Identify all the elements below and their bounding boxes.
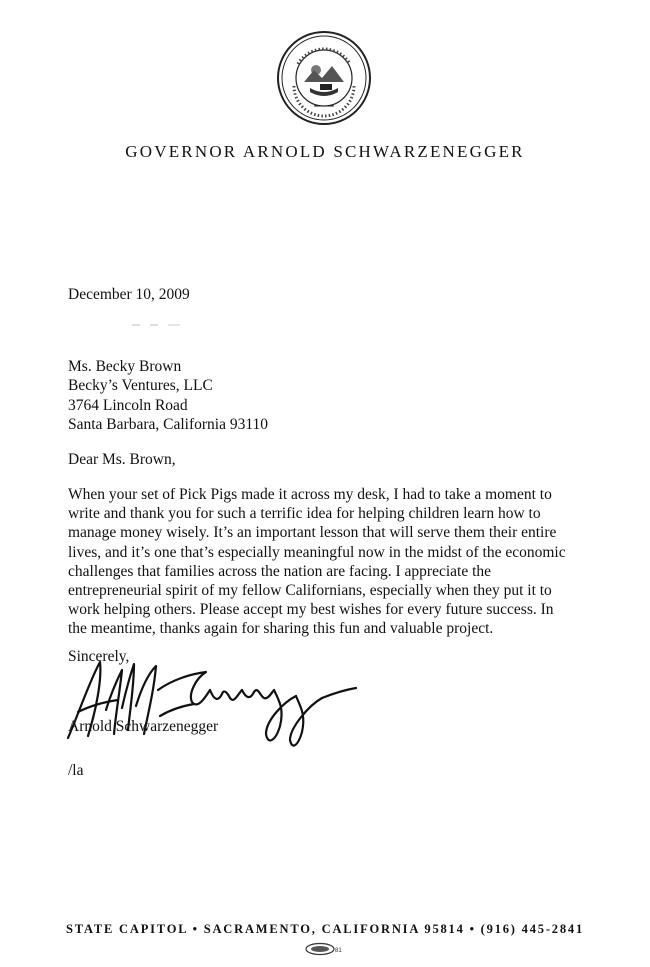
body-line: write and thank you for such a terrific idea for helping children learn how to	[68, 505, 541, 523]
union-bug-icon	[302, 942, 346, 956]
recipient-city: Santa Barbara, California 93110	[68, 416, 269, 434]
recipient-name: Ms. Becky Brown	[68, 358, 182, 375]
signer-name: Arnold Schwarzenegger	[68, 718, 219, 735]
letter-date: December 10, 2009	[68, 286, 190, 303]
letterhead-title: GOVERNOR ARNOLD SCHWARZENEGGER	[125, 142, 525, 161]
recipient-address	[68, 357, 268, 435]
letter-body	[68, 485, 588, 639]
scan-mark	[132, 324, 182, 326]
body-line: the meantime, thanks again for sharing this fun and valuable project.	[68, 620, 494, 638]
svg-text:81: 81	[335, 948, 342, 954]
body-line: When your set of Pick Pigs made it across my desk, I had to take a moment to	[68, 486, 552, 503]
body-line: lives, and it’s one that’s especially meaningful now in the midst of the economic	[68, 543, 566, 561]
body-line: manage money wisely. It’s an important lesson that will serve them their entire	[68, 524, 557, 542]
body-line: work helping others. Please accept my best wishes for every future success. In	[68, 601, 554, 619]
state-seal-icon	[276, 30, 372, 126]
handwritten-signature	[60, 650, 360, 760]
body-line: entrepreneurial spirit of my fellow Californians, especially when they put it to	[68, 582, 552, 600]
salutation: Dear Ms. Brown,	[68, 451, 176, 468]
footer-address: STATE CAPITOL • SACRAMENTO, CALIFORNIA 95814 • (916) 445-2841	[65, 922, 584, 936]
closing: Sincerely,	[68, 648, 130, 665]
body-line: challenges that families across the nation are facing. I appreciate the	[68, 562, 492, 580]
typist-initials: /la	[68, 762, 84, 779]
recipient-street: 3764 Lincoln Road	[68, 396, 188, 414]
recipient-company: Becky’s Ventures, LLC	[68, 377, 213, 395]
